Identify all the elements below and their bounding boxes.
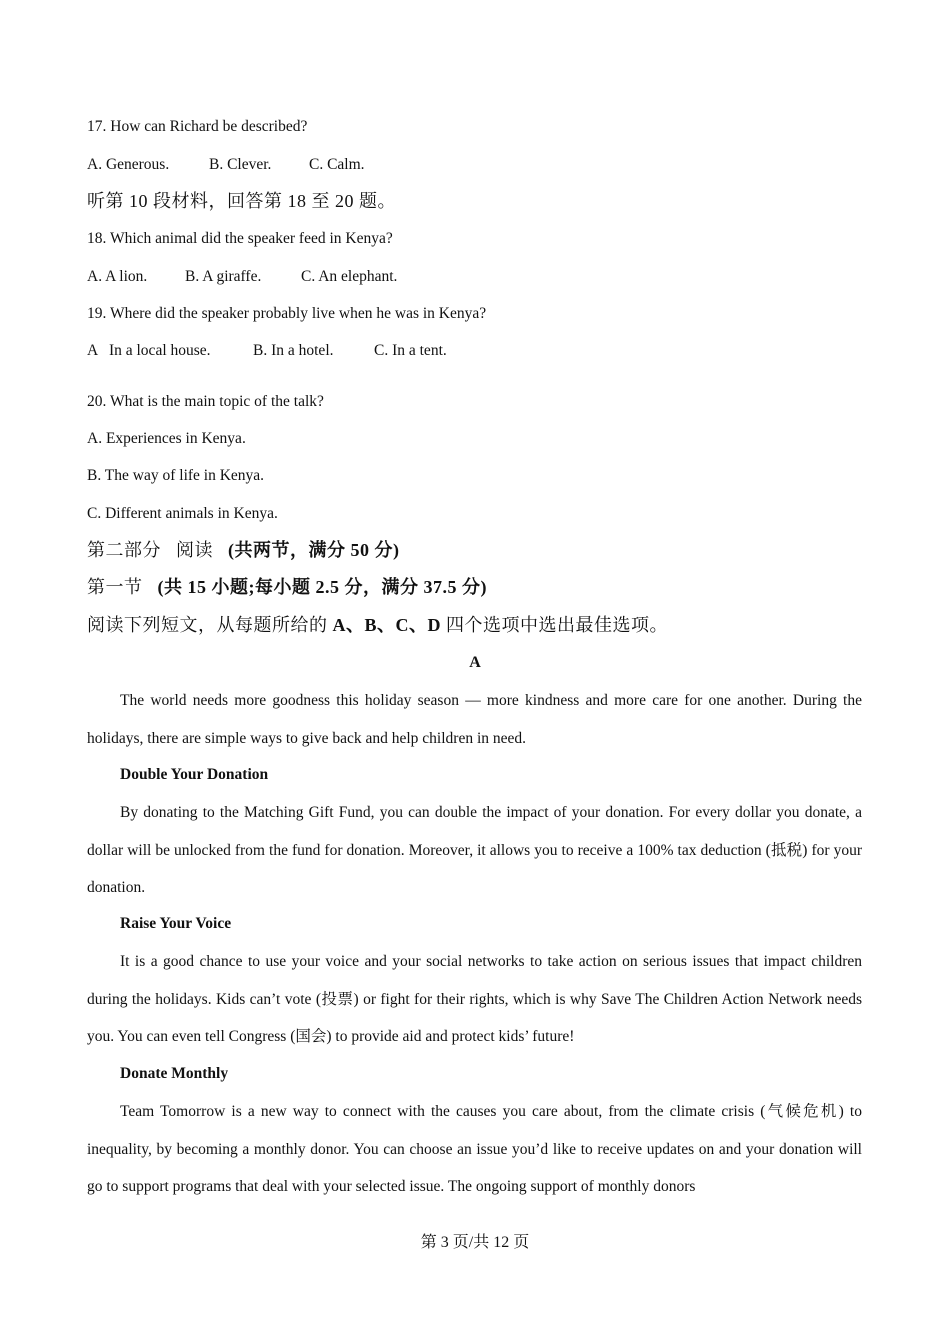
passage-intro: The world needs more goodness this holiday season — more kindness and more care for one another. During the holidays, there are simple ways to give back and help children in need. [87, 692, 862, 747]
section-heading-donate-monthly: Donate Monthly [120, 1065, 229, 1082]
question-19: 19. Where did the speaker probably live when he was in Kenya? [87, 305, 487, 322]
option-b: B. A giraffe. [185, 268, 262, 285]
question-17-options [87, 155, 365, 175]
paragraph-double-donation: By donating to the Matching Gift Fund, you can double the impact of your donation. For every dollar you donate, a dollar will be unlocked from the fund for donation. Moreover, it allows you to receive a 100% tax deduction (抵税) for your donation. [87, 804, 862, 896]
option-c: C. In a tent. [374, 342, 447, 359]
question-18-options [87, 267, 397, 287]
question-17: 17. How can Richard be described? [87, 118, 308, 135]
option-a: A. A lion. [87, 268, 148, 285]
section-heading-double-donation: Double Your Donation [120, 766, 269, 783]
question-18: 18. Which animal did the speaker feed in Kenya? [87, 230, 393, 247]
option-a: A. Generous. [87, 156, 170, 173]
option-b: B. Clever. [209, 156, 272, 173]
listening-instruction: 听第 10 段材料，回答第 18 至 20 题。 [87, 191, 396, 211]
reading-directions: 阅读下列短文，从每题所给的 A、B、C、D 四个选项中选出最佳选项。 [87, 615, 669, 635]
part-two-title: 第二部分 阅读 (共两节，满分 50 分) [87, 540, 400, 560]
paragraph-donate-monthly: Team Tomorrow is a new way to connect with the causes you care about, from the climate crisis (气候危机) to inequality, by becoming a monthly donor. You can choose an issue you’d like to receive updates on and your donation will go to support programs that deal with your selected issue. The ongoing support of monthly donors [87, 1103, 862, 1195]
option-c: C. An elephant. [301, 268, 398, 285]
option-a: A. Experiences in Kenya. [87, 430, 246, 447]
question-19-options [87, 341, 447, 361]
option-c: C. Different animals in Kenya. [87, 505, 278, 522]
section-heading-raise-voice: Raise Your Voice [120, 915, 232, 932]
option-c: C. Calm. [309, 156, 365, 173]
option-b: B. The way of life in Kenya. [87, 467, 265, 484]
question-20: 20. What is the main topic of the talk? [87, 393, 324, 410]
option-a: A In a local house. [87, 342, 211, 359]
paragraph-raise-voice: It is a good chance to use your voice and your social networks to take action on serious issues that impact children during the holidays. Kids can’t vote (投票) or fight for their rights, which is why Save The Children Action Network needs you. You can even tell Congress (国会) to provide aid and protect kids’ future! [87, 953, 862, 1045]
section-one-title: 第一节 (共 15 小题;每小题 2.5 分，满分 37.5 分) [87, 577, 487, 597]
passage-label: A [469, 654, 481, 671]
page-number: 第 3 页/共 12 页 [420, 1234, 530, 1251]
option-b: B. In a hotel. [253, 342, 334, 359]
